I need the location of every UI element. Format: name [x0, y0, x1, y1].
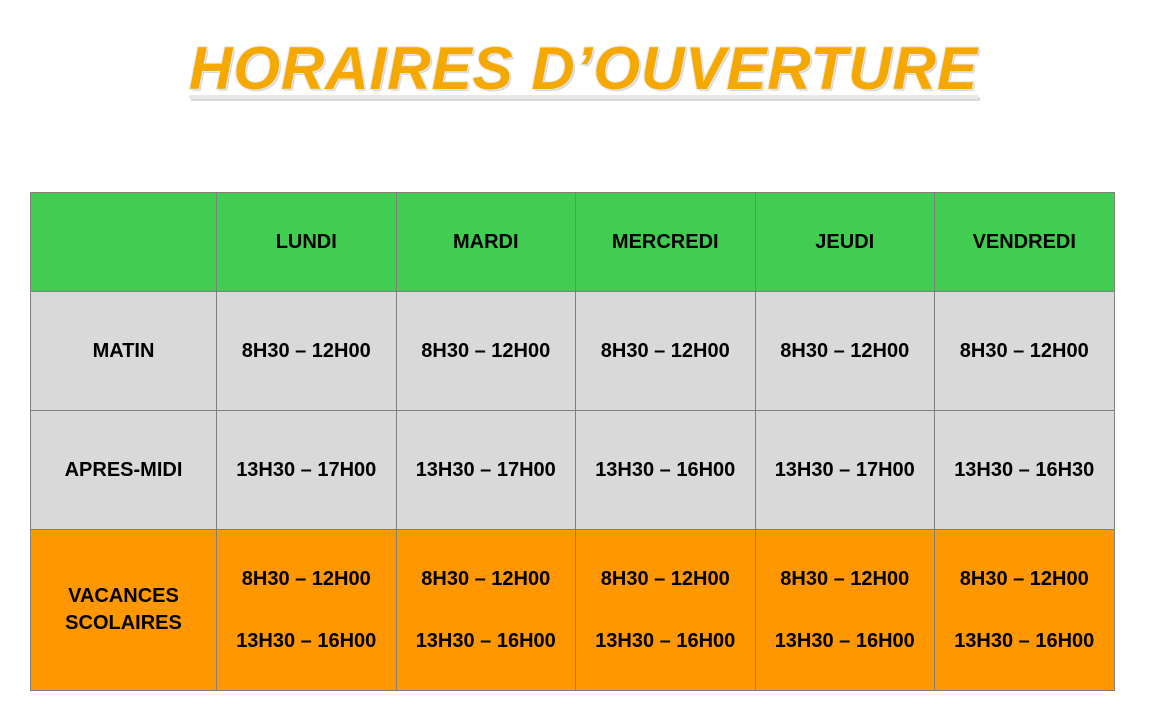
vacances-label-line2: SCOLAIRES: [65, 612, 182, 634]
cell-apresmidi-mardi: 13H30 – 17H00: [396, 411, 576, 530]
vacances-mercredi-afternoon: 13H30 – 16H00: [595, 630, 736, 652]
cell-apresmidi-jeudi: 13H30 – 17H00: [755, 411, 935, 530]
table-header-row: [31, 193, 1115, 292]
vacances-label-line1: VACANCES: [68, 585, 179, 607]
cell-matin-vendredi: 8H30 – 12H00: [935, 292, 1115, 411]
row-label-matin: MATIN: [31, 292, 217, 411]
cell-apresmidi-mercredi: 13H30 – 16H00: [576, 411, 756, 530]
cell-vacances-lundi: [217, 530, 397, 691]
day-header-vendredi: VENDREDI: [935, 193, 1115, 292]
cell-matin-lundi: 8H30 – 12H00: [217, 292, 397, 411]
day-header-lundi: LUNDI: [217, 193, 397, 292]
opening-hours-table: [30, 192, 1115, 691]
vacances-lundi-morning: 8H30 – 12H00: [241, 568, 371, 590]
vacances-vendredi-morning: 8H30 – 12H00: [959, 568, 1089, 590]
cell-vacances-mardi: [396, 530, 576, 691]
vacances-vendredi-afternoon: 13H30 – 16H00: [954, 630, 1095, 652]
cell-matin-mardi: 8H30 – 12H00: [396, 292, 576, 411]
day-header-mardi: MARDI: [396, 193, 576, 292]
cell-apresmidi-vendredi: 13H30 – 16H30: [935, 411, 1115, 530]
cell-vacances-mercredi: [576, 530, 756, 691]
vacances-lundi-afternoon: 13H30 – 16H00: [236, 630, 377, 652]
cell-apresmidi-lundi: 13H30 – 17H00: [217, 411, 397, 530]
cell-matin-jeudi: 8H30 – 12H00: [755, 292, 935, 411]
vacances-jeudi-morning: 8H30 – 12H00: [780, 568, 910, 590]
table-row-matin: [31, 292, 1115, 411]
row-label-apres-midi: APRES-MIDI: [31, 411, 217, 530]
cell-vacances-jeudi: [755, 530, 935, 691]
table-row-vacances-scolaires: [31, 530, 1115, 691]
vacances-mardi-morning: 8H30 – 12H00: [421, 568, 551, 590]
cell-matin-mercredi: 8H30 – 12H00: [576, 292, 756, 411]
table-row-apres-midi: [31, 411, 1115, 530]
table-corner-cell: [31, 193, 217, 292]
vacances-mardi-afternoon: 13H30 – 16H00: [415, 630, 556, 652]
page-title: HORAIRES D’OUVERTURE: [189, 35, 978, 102]
day-header-jeudi: JEUDI: [755, 193, 935, 292]
day-header-mercredi: MERCREDI: [576, 193, 756, 292]
row-label-vacances-scolaires: [31, 530, 217, 691]
cell-vacances-vendredi: [935, 530, 1115, 691]
vacances-jeudi-afternoon: 13H30 – 16H00: [774, 630, 915, 652]
vacances-mercredi-morning: 8H30 – 12H00: [600, 568, 730, 590]
